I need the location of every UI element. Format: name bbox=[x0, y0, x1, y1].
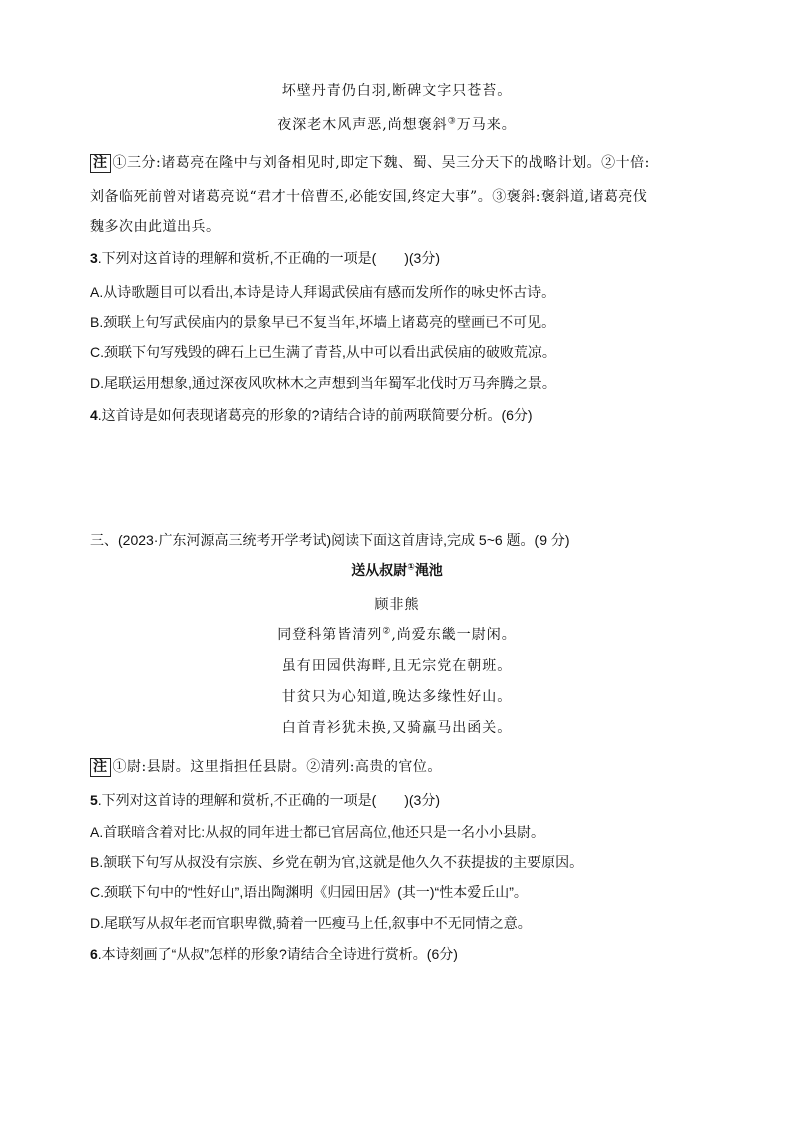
question-5-option-a: A.首联暗含着对比:从叔的同年进士都已官居高位,他还只是一名小小县尉。 bbox=[90, 824, 546, 840]
question-4-number: 4 bbox=[90, 407, 98, 423]
question-3-option-b: B.颈联上句写武侯庙内的景象早已不复当年,坏墙上诸葛亮的壁画已不可见。 bbox=[90, 314, 556, 330]
question-4-text: .这首诗是如何表现诸葛亮的形象的?请结合诗的前两联简要分析。(6分) bbox=[97, 407, 533, 423]
notes2 bbox=[90, 756, 442, 777]
question-3-option-c: C.颈联下句写残毁的碑石上已生满了青苔,从中可以看出武侯庙的破败荒凉。 bbox=[90, 344, 556, 360]
poem2-title bbox=[0, 560, 794, 580]
poem2-line1-part-b: ,尚爱东畿一尉闲。 bbox=[391, 627, 517, 643]
poem2-title-part-a: 送从叔尉 bbox=[351, 562, 408, 578]
poem2-line1 bbox=[0, 624, 794, 644]
notes1-line3: 魏多次由此道出兵。 bbox=[90, 219, 221, 235]
notes1-line2: 刘备临死前曾对诸葛亮说“君才十倍曹丕,必能安国,终定大事”。③褒斜:褒斜道,诸葛亮伐 bbox=[90, 189, 648, 205]
poem1-line4-part-b: 万马来。 bbox=[456, 117, 517, 133]
question-5-option-b: B.颔联下句写从叔没有宗族、乡党在朝为官,这就是他久久不获提拔的主要原因。 bbox=[90, 854, 584, 870]
notes2-text: ①尉:县尉。这里指担任县尉。②清列:高贵的官位。 bbox=[112, 759, 442, 775]
question-4-stem bbox=[90, 405, 533, 425]
question-5-option-d: D.尾联写从叔年老而官职卑微,骑着一匹瘦马上任,叙事中不无同情之意。 bbox=[90, 915, 532, 931]
poem2-title-part-b: 渑池 bbox=[414, 562, 443, 578]
section-3-header: 三、(2023·广东河源高三统考开学考试)阅读下面这首唐诗,完成 5~6 题。(9 分) bbox=[90, 532, 570, 548]
note-label-box: 注 bbox=[90, 758, 111, 777]
question-3-option-a: A.从诗歌题目可以看出,本诗是诗人拜谒武侯庙有感而发所作的咏史怀古诗。 bbox=[90, 284, 556, 300]
question-3-number: 3 bbox=[90, 250, 98, 266]
footnote-mark-2: ② bbox=[382, 626, 392, 637]
footnote-mark-3: ③ bbox=[447, 116, 457, 127]
question-6-stem bbox=[90, 944, 458, 964]
question-5-stem bbox=[90, 790, 440, 810]
question-6-number: 6 bbox=[90, 946, 98, 962]
poem2-line2: 虽有田园供海畔,且无宗党在朝班。 bbox=[281, 658, 513, 674]
question-3-option-d: D.尾联运用想象,通过深夜风吹林木之声想到当年蜀军北伐时万马奔腾之景。 bbox=[90, 375, 556, 391]
question-5-option-c: C.颈联下句中的“性好山”,语出陶渊明《归园田居》(其一)“性本爱丘山”。 bbox=[90, 884, 528, 900]
poem1-line4 bbox=[0, 114, 794, 134]
question-3-text: .下列对这首诗的理解和赏析,不正确的一项是( )(3分) bbox=[97, 250, 441, 266]
notes1-line1 bbox=[90, 152, 650, 173]
note-label-box: 注 bbox=[90, 154, 111, 173]
question-3-stem bbox=[90, 248, 440, 268]
question-5-text: .下列对这首诗的理解和赏析,不正确的一项是( )(3分) bbox=[97, 792, 441, 808]
poem1-line3: 坏壁丹青仍白羽,断碑文字只苍苔。 bbox=[281, 83, 513, 99]
footnote-mark-1: ① bbox=[407, 561, 415, 572]
notes1-text-1: ①三分:诸葛亮在隆中与刘备相见时,即定下魏、蜀、吴三分天下的战略计划。②十倍: bbox=[112, 155, 650, 171]
poem2-line1-part-a: 同登科第皆清列 bbox=[277, 627, 383, 643]
poem2-author: 顾非熊 bbox=[374, 597, 420, 613]
poem2-line3: 甘贫只为心知道,晚达多缘性好山。 bbox=[281, 689, 513, 705]
poem1-line4-part-a: 夜深老木风声恶,尚想褒斜 bbox=[277, 117, 448, 133]
question-5-number: 5 bbox=[90, 792, 98, 808]
poem2-line4: 白首青衫犹未换,又骑羸马出函关。 bbox=[281, 720, 513, 736]
question-6-text: .本诗刻画了“从叔”怎样的形象?请结合全诗进行赏析。(6分) bbox=[97, 946, 458, 962]
